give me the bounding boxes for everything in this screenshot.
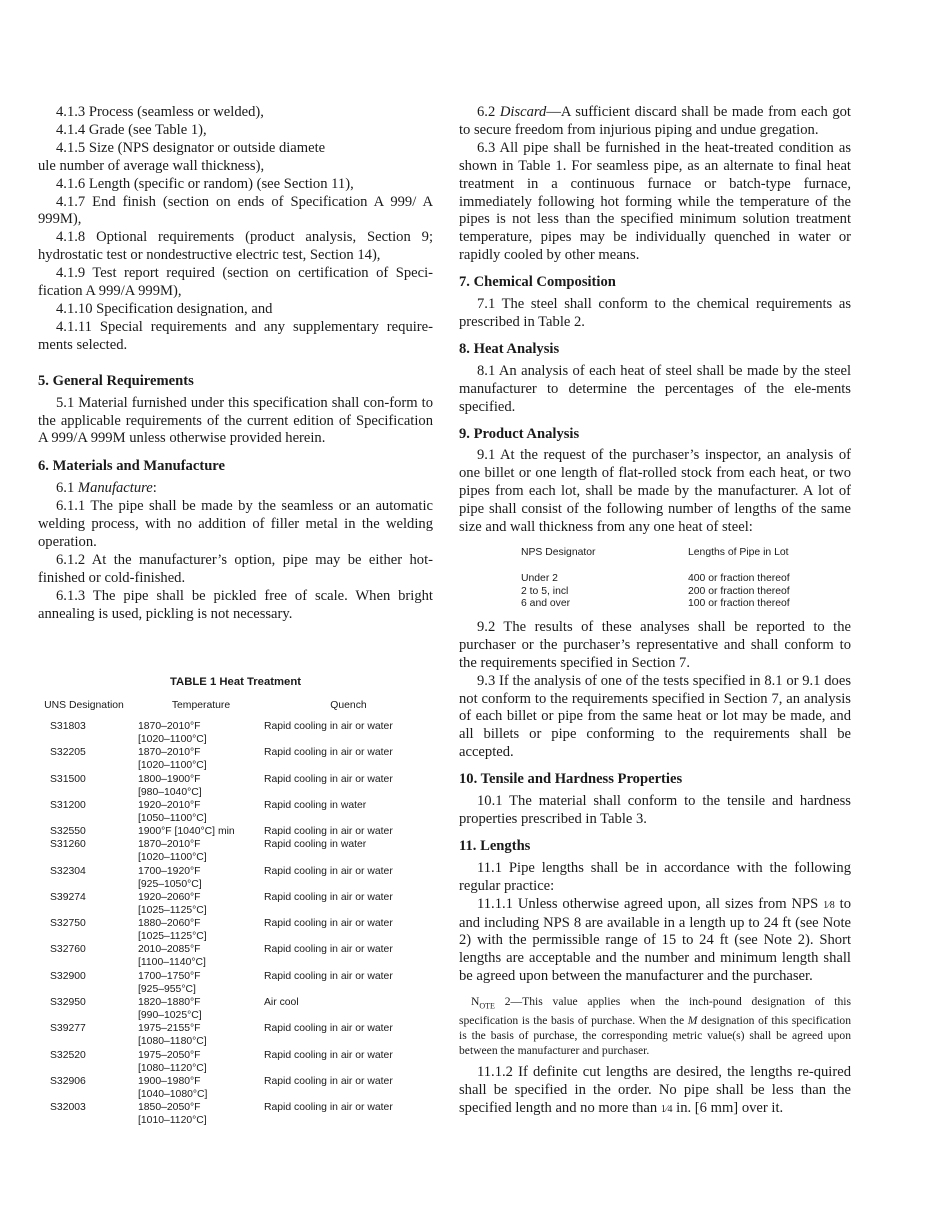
table-row bbox=[38, 799, 433, 825]
quench-cell: Rapid cooling in air or water bbox=[264, 747, 393, 759]
left-column bbox=[38, 104, 433, 623]
quench-cell: Air cool bbox=[264, 997, 299, 1009]
table-row bbox=[38, 773, 433, 799]
uns-cell: S32003 bbox=[50, 1102, 86, 1114]
paragraph: 6.1.3 The pipe shall be pickled free of scale. When bright annealing is used, pickling is not necessary. bbox=[38, 587, 433, 622]
paragraph: 7.1 The steel shall conform to the chemical requirements as prescribed in Table 2. bbox=[459, 296, 851, 330]
paragraph: 8.1 An analysis of each heat of steel shall be made by the steel manufacturer to determine the percentages of the ele-ments specified. bbox=[459, 362, 851, 415]
temperature-cell bbox=[138, 838, 264, 864]
uns-cell: S32900 bbox=[50, 970, 86, 982]
temperature-cell bbox=[138, 943, 264, 969]
table-title: TABLE 1 Heat Treatment bbox=[170, 676, 301, 688]
temp-f: 2010–2085°F bbox=[138, 944, 201, 956]
table-row bbox=[38, 720, 433, 746]
temperature-cell bbox=[138, 970, 264, 996]
section-heading: 9. Product Analysis bbox=[459, 425, 580, 442]
temp-f: 1920–2060°F bbox=[138, 891, 201, 903]
list-item: 4.1.8 Optional requirements (product analysis, Section 9; hydrostatic test or nondestructive electric test, Section 14), bbox=[38, 229, 433, 264]
uns-cell: S32205 bbox=[50, 747, 86, 759]
fraction: 1⁄8 bbox=[823, 899, 835, 911]
temperature-cell bbox=[138, 1075, 264, 1101]
table-row bbox=[38, 943, 433, 969]
list-item: 4.1.3 Process (seamless or welded), bbox=[56, 104, 264, 120]
section-heading: 11. Lengths bbox=[459, 837, 531, 854]
temp-f: 1900°F [1040°C] min bbox=[138, 826, 235, 838]
note-text: designation of this specification is the basis of purchase, the corresponding metric value(s) shall be agreed upon between the manufacturer and purchaser. bbox=[459, 1014, 852, 1058]
quench-cell: Rapid cooling in air or water bbox=[264, 891, 393, 903]
paragraph: 10.1 The material shall conform to the tensile and hardness properties prescribed in Table 3. bbox=[459, 793, 851, 827]
uns-cell: S32520 bbox=[50, 1049, 86, 1061]
table-row bbox=[38, 1049, 433, 1075]
temperature-cell bbox=[138, 996, 264, 1022]
uns-cell: S32304 bbox=[50, 865, 86, 877]
uns-cell: S39277 bbox=[50, 1023, 86, 1035]
paragraph: 9.1 At the request of the purchaser’s inspector, an analysis of one billet or one length of flat-rolled stock from each heat, or two pipes from each lot, shall be made by the manufacturer. A lot of pipe shall consist of the following number of lengths of the same size and wall thickness from any one heat of steel: bbox=[459, 447, 851, 536]
lot-table-row bbox=[459, 598, 851, 611]
temp-c: [1010–1120°C] bbox=[138, 1115, 207, 1127]
temp-c: [1020–1100°C] bbox=[138, 734, 207, 745]
punctuation: : bbox=[152, 480, 157, 497]
column-header: NPS Designator bbox=[521, 546, 596, 558]
uns-cell: S32950 bbox=[50, 997, 86, 1009]
quench-cell: Rapid cooling in air or water bbox=[264, 721, 393, 732]
nps-cell: 2 to 5, incl bbox=[521, 585, 569, 597]
heat-treatment-table bbox=[38, 676, 433, 1128]
temp-c: [1100–1140°C] bbox=[138, 957, 206, 969]
temperature-cell bbox=[138, 799, 264, 825]
paragraph-title: Discard bbox=[499, 104, 547, 120]
table-row bbox=[38, 865, 433, 891]
table-row bbox=[38, 970, 433, 996]
table-row bbox=[38, 917, 433, 943]
quench-cell: Rapid cooling in air or water bbox=[264, 1049, 393, 1061]
temp-c: [925–1050°C] bbox=[138, 878, 202, 890]
temp-c: [980–1040°C] bbox=[138, 786, 202, 798]
temp-f: 1920–2010°F bbox=[138, 799, 201, 811]
temp-c: [1080–1120°C] bbox=[138, 1062, 207, 1074]
temp-f: 1975–2050°F bbox=[138, 1049, 201, 1061]
temperature-cell bbox=[138, 1049, 264, 1075]
paragraph bbox=[38, 480, 433, 498]
temperature-cell bbox=[138, 720, 264, 746]
table bbox=[38, 699, 433, 1128]
quench-cell: Rapid cooling in water bbox=[264, 799, 367, 811]
fraction: 1⁄4 bbox=[660, 1104, 673, 1116]
paragraph: 11.1 Pipe lengths shall be in accordance with the following regular practice: bbox=[459, 859, 851, 894]
section-heading: 8. Heat Analysis bbox=[459, 340, 560, 357]
list-item: 4.1.4 Grade (see Table 1), bbox=[56, 121, 207, 138]
temp-f: 1870–2010°F bbox=[138, 721, 201, 732]
section-heading: 7. Chemical Composition bbox=[459, 274, 616, 291]
list-item: 4.1.10 Specification designation, and bbox=[56, 300, 273, 317]
paragraph: 6.1.1 The pipe shall be made by the seamless or an automatic welding process, with no addition of filler metal in the welding operation. bbox=[38, 498, 433, 550]
temp-c: [1025–1125°C] bbox=[138, 931, 207, 943]
uns-cell: S31500 bbox=[50, 773, 86, 785]
uns-cell: S39274 bbox=[50, 891, 86, 903]
temp-f: 1870–2010°F bbox=[138, 747, 201, 759]
section-heading: 5. General Requirements bbox=[38, 372, 194, 389]
temp-f: 1880–2060°F bbox=[138, 918, 201, 930]
lot-table-row bbox=[459, 573, 851, 586]
temp-f: 1850–2050°F bbox=[138, 1102, 201, 1114]
column-header: Lengths of Pipe in Lot bbox=[688, 546, 789, 558]
table-header-row bbox=[38, 699, 433, 720]
temp-c: [1020–1100°C] bbox=[138, 852, 207, 864]
section-heading: 10. Tensile and Hardness Properties bbox=[459, 771, 683, 788]
quench-cell: Rapid cooling in air or water bbox=[264, 1075, 393, 1087]
uns-cell: S31260 bbox=[50, 839, 86, 851]
paragraph: 9.3 If the analysis of one of the tests specified in 8.1 or 9.1 does not conform to the requirements specified in Section 7, an analysis of each billet or pipe from the same heat or lot may be made, and all billets or pipe conforming to the requirements shall be accepted. bbox=[459, 672, 851, 761]
paragraph-text: to and including NPS 8 are available in a length up to 24 ft (see Note 2) with the permissible range of 15 to 24 ft (see Note 2). Short lengths are acceptable and the number and minimum length shall be agreed upon between the manufacturer and the purchaser. bbox=[459, 895, 852, 985]
table-row bbox=[38, 1075, 433, 1101]
temp-c: [1050–1100°C] bbox=[138, 812, 207, 824]
quench-cell: Rapid cooling in air or water bbox=[264, 1023, 393, 1035]
paragraph: 6.1.2 At the manufacturer’s option, pipe may be either hot-finished or cold-finished. bbox=[38, 551, 433, 586]
paragraph-text: in. [6 mm] over it. bbox=[672, 1100, 784, 1117]
paragraph-text: 11.1.1 Unless otherwise agreed upon, all sizes from NPS bbox=[477, 895, 824, 912]
temp-c: [1025–1125°C] bbox=[138, 904, 207, 916]
lot-cell: 200 or fraction thereof bbox=[688, 585, 790, 597]
quench-cell: Rapid cooling in air or water bbox=[264, 865, 393, 877]
table-row bbox=[38, 746, 433, 772]
temp-c: [1020–1100°C] bbox=[138, 760, 207, 772]
quench-cell: Rapid cooling in air or water bbox=[264, 1102, 393, 1114]
section-heading: 6. Materials and Manufacture bbox=[38, 458, 225, 475]
paragraph-text: 11.1.2 If definite cut lengths are desired, the lengths re-quired shall be specified in the order. No pipe shall be less than the specified length and no more than bbox=[459, 1064, 851, 1117]
note-text: 2—This value applies when the inch-pound designation of this specification is the basis of purchase. When the bbox=[459, 995, 851, 1028]
table-row bbox=[38, 891, 433, 917]
note-label: N bbox=[471, 995, 480, 1009]
temp-f: 1700–1750°F bbox=[138, 970, 201, 982]
list-item: 4.1.9 Test report required (section on certification of Speci-fication A 999/A 999M), bbox=[38, 265, 433, 300]
table-row bbox=[38, 996, 433, 1022]
uns-cell: S32760 bbox=[50, 944, 86, 956]
list-item: ule number of average wall thickness), bbox=[38, 157, 265, 174]
temp-c: [990–1025°C] bbox=[138, 1010, 202, 1022]
paragraph bbox=[459, 1064, 851, 1119]
right-column bbox=[459, 104, 851, 1119]
temperature-cell bbox=[138, 746, 264, 772]
table-row bbox=[38, 1022, 433, 1048]
uns-cell: S32550 bbox=[50, 826, 86, 838]
temp-c: [1080–1180°C] bbox=[138, 1036, 207, 1048]
quench-cell: Rapid cooling in air or water bbox=[264, 918, 393, 930]
temperature-cell bbox=[138, 891, 264, 917]
lot-table-header bbox=[459, 547, 851, 560]
temp-f: 1700–1920°F bbox=[138, 865, 201, 877]
paragraph: 6.3 All pipe shall be furnished in the heat-treated condition as shown in Table 1. For seamless pipe, as an alternate to final heat treatment in a continuous furnace or batch-type furnace, immediately following hot forming while the temperature of the pipes is not less than the specified minimum solution treatment temperature, pipes may be individually quenched in water or rapidly cooled by other means. bbox=[459, 139, 851, 264]
temperature-cell bbox=[138, 1101, 264, 1127]
table-row bbox=[38, 825, 433, 838]
lot-cell: 400 or fraction thereof bbox=[688, 573, 790, 585]
temperature-cell bbox=[138, 825, 264, 838]
paragraph-text: —A sufficient discard shall be made from each got to secure freedom from injurious piping and undue gregation. bbox=[459, 104, 851, 138]
paragraph-number: 6.1 bbox=[56, 480, 75, 497]
list-item: 4.1.6 Length (specific or random) (see Section 11), bbox=[56, 175, 354, 192]
uns-cell: S32906 bbox=[50, 1075, 86, 1087]
temperature-cell bbox=[138, 865, 264, 891]
note-2 bbox=[459, 994, 851, 1058]
paragraph-title: Manufacture bbox=[77, 480, 153, 497]
uns-cell: S31803 bbox=[50, 721, 86, 732]
temp-f: 1900–1980°F bbox=[138, 1075, 201, 1087]
note-italic: M bbox=[687, 1014, 698, 1028]
lot-cell: 100 or fraction thereof bbox=[688, 598, 790, 610]
lot-table-row bbox=[459, 586, 851, 599]
table-row bbox=[38, 1101, 433, 1127]
quench-cell: Rapid cooling in air or water bbox=[264, 826, 393, 838]
paragraph bbox=[459, 896, 851, 987]
temp-f: 1870–2010°F bbox=[138, 839, 201, 851]
paragraph: 9.2 The results of these analyses shall be reported to the purchaser or the purchaser’s representative and shall conform to the requirements specified in Section 7. bbox=[459, 618, 851, 671]
note-label-smallcaps: OTE bbox=[479, 1001, 495, 1011]
column-header: Quench bbox=[330, 700, 367, 711]
temperature-cell bbox=[138, 1022, 264, 1048]
column-header: UNS Designation bbox=[44, 700, 124, 711]
table-row bbox=[38, 838, 433, 864]
nps-cell: 6 and over bbox=[521, 598, 571, 610]
temp-c: [925–955°C] bbox=[138, 983, 196, 995]
quench-cell: Rapid cooling in air or water bbox=[264, 944, 393, 956]
quench-cell: Rapid cooling in water bbox=[264, 839, 367, 851]
uns-cell: S32750 bbox=[50, 918, 86, 930]
column-header: Temperature bbox=[171, 700, 231, 711]
temp-c: [1040–1080°C] bbox=[138, 1088, 208, 1100]
paragraph: 5.1 Material furnished under this specification shall con-form to the applicable requirements of the current edition of Specification A 999/A 999M unless otherwise provided herein. bbox=[38, 394, 433, 447]
quench-cell: Rapid cooling in air or water bbox=[264, 773, 393, 785]
uns-cell: S31200 bbox=[50, 799, 86, 811]
nps-cell: Under 2 bbox=[521, 573, 558, 585]
list-item: 4.1.7 End finish (section on ends of Specification A 999/ A 999M), bbox=[38, 193, 433, 228]
list-item: 4.1.11 Special requirements and any supplementary require-ments selected. bbox=[38, 318, 433, 353]
temp-f: 1800–1900°F bbox=[138, 773, 201, 785]
list-item: 4.1.5 Size (NPS designator or outside diamete bbox=[56, 139, 326, 156]
temp-f: 1820–1880°F bbox=[138, 997, 201, 1009]
temperature-cell bbox=[138, 917, 264, 943]
temp-f: 1975–2155°F bbox=[138, 1023, 201, 1035]
temperature-cell bbox=[138, 773, 264, 799]
lot-size-table bbox=[459, 547, 851, 611]
paragraph-number: 6.2 bbox=[477, 104, 496, 120]
paragraph bbox=[459, 104, 851, 140]
quench-cell: Rapid cooling in air or water bbox=[264, 970, 393, 982]
